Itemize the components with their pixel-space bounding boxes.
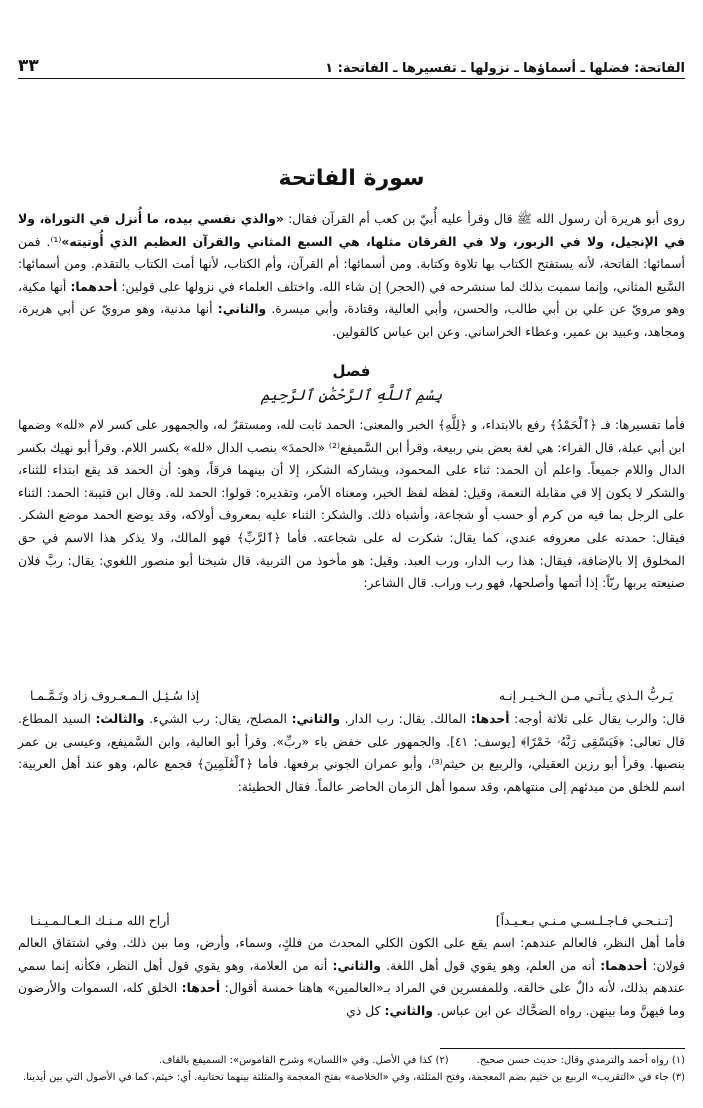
derivation-two-label: والثاني: — [332, 957, 381, 973]
alam-text-c: أنه من العلامة، وهو يقوي قول أهل النظر، فكأنه إنما سمي عندهم بذلك، لأنه دالٌ على خالقه. وللمفسرين في المراد بـ«العالمين» هاهنا خمسة أقوال: — [18, 957, 685, 996]
rabb-text-a: قال: والرب يقال على ثلاثة أوجه: — [509, 711, 685, 726]
footnote-3: (٣) جاء في «التقريب» الربيع بن خثيم بضم المعجمة، وفتح المثلثة، وفي «الخلاصة» بفتح المعجمة والمثلثة بينهما تحتانية. أي: خيثم، كما في الأصول التي بين أيدينا. — [23, 1072, 685, 1083]
basmala: بِسْمِ ٱللَّهِ ٱلرَّحْمَٰنِ ٱلرَّحِيمِ — [260, 386, 443, 404]
rabb-text-b: المالك. يقال: رب الدار. — [340, 711, 471, 726]
second-opinion-label: والثاني: — [217, 301, 267, 317]
first-opinion-label: أحدهما: — [70, 278, 118, 294]
footnote-2: (٢) كذا في الأصل. وفي «اللسان» وشرح القاموس»: السميفع بالقاف. — [158, 1055, 449, 1066]
rabb-text-d: السيد المطاع. قال تعالى: ﴿فَيَسْقِى رَبَّهُۥ خَمْرًا﴾ [يوسف: ٤١]. والجمهور على خفض باء «ربِّ». وقرأ أبو العالية، وابن السَّميفع، وعيسى بن عمر بنصبها. وقرأ أبو رزين العقيلي، والربيع بن خيثم⁽³⁾، وأبو عمران الجوني برفعها. فأما ﴿ٱلْعَٰلَمِينَ﴾ فجمع عالم، وهو عند أهل العربية: اسم للخلق من مبدئهم إلى منتهاهم، وقد سموا أهل الزمان الحاضر عالماً. فقال الحطيئة: — [18, 711, 685, 794]
intro-text-a: روى أبو هريرة أن رسول الله ﷺ قال وقرأ عليه أُبيّ بن كعب أم القرآن فقال: — [283, 211, 685, 226]
header-rule — [18, 78, 685, 79]
rabb-paragraph — [18, 708, 685, 798]
tafsir-paragraph: فأما تفسيرها: فـ ﴿ٱلْحَمْدُ﴾ رفع بالابتداء، و ﴿لِلَّهِ﴾ الخبر والمعنى: الحمد ثابت لله، ومستقرٌ له، والجمهور على كسر لام «لله» وضمها ابن أبي عبلة، قال الفراء: هي لغة بعض بني ربيعة، وقرأ ابن السَّميفع⁽²⁾ «الحمدَ» بنصب الدال «لله» بكسر اللام. وقرأ أبو نهيك بكسر الدال واللام جميعاً. واعلم أن الحمد: ثناء على المحمود، ويشاركه الشكر، إلا أن بينهما فرقاً، وهو: أن الحمد قد يقع ابتداء للثناء، والشكر لا يكون إلا في مقابلة النعمة، وقيل: لفظه لفظ الخبر، ومعناه الأمر، وتقديره: قولوا: الحمد لله. وقال ابن قتيبة: الحمد: الثناء على الرجل بما فيه من كرم أو حسب أو شجاعة، وأشباه ذلك. والشكر: الثناء عليه بمعروف أولاكه، وقد يوضع الحمد موضع الشكر. فيقال: حمدته على معروفه عندي، كما يقال: شكرت له على شجاعته. فأما ﴿ٱلرَّبِّ﴾ فهو المالك، ولا يذكر هذا الاسم في حق المخلوق إلا بالإضافة، فيقال: هذا رب الدار، ورب العبد. وقيل: هو مأخوذ من التربية. قال شيخنا أبو منصور اللغوي: يقال: ربَّ فلان صنيعته يربها ربّاً: إذا أتمها وأصلحها، فهو رب وراب. قال الشاعر: — [18, 417, 686, 591]
saying-two-label: والثاني: — [384, 1002, 433, 1018]
running-title: الفاتحة: فضلها ـ أسماؤها ـ نزولها ـ تفسيرها ـ الفاتحة: ١ — [325, 61, 685, 76]
verse-first-hemistich: يَـربُّ الـذي يـأتـي مـن الـخـيـر إنـه — [498, 688, 673, 703]
derivation-one-label: أحدهما: — [600, 957, 648, 973]
alam-text-d: الخلق كله، السموات والأرضون وما فيهنَّ وما بينهن. رواه الضحَّاك عن ابن عباس. — [18, 980, 685, 1018]
meaning-three-label: والثالث: — [95, 711, 145, 726]
alam-text-b: أنه من العلم، وهو يقوي قول أهل اللغة. — [380, 957, 601, 973]
intro-paragraph — [18, 208, 685, 344]
intro-text-b: ⁽¹⁾. فمن أسمائها: الفاتحة، لأنه يستفتح الكتاب بها تلاوة وكتابة. ومن أسمائها: أم القرآن، وأم الكتاب، لأنها أمت الكتاب بالتقدم. ومن أسمائها: السَّبع المثاني، وإنما سميت بذلك لما سنشرحه في (الحجر) إن شاء الله. واختلف العلماء في نزولها على قولين: — [18, 233, 685, 294]
footnotes — [18, 1052, 685, 1086]
footnote-1: (١) رواه أحمد والترمذي وقال: حديث حسن صحيح. — [476, 1055, 685, 1066]
intro-text-d: أنها مدنية، وهو مرويّ عن أبي هريرة، ومجاهد، وعبيد بن عمير، وعطاء الخراساني. وعن ابن عباس كالقولين. — [18, 301, 685, 339]
verse-second-hemistich: إذا سُـئِـل الـمـعـروف زاد وتَـمَّـمـا — [30, 688, 200, 703]
poetry-verse-hutayah — [30, 910, 673, 932]
hadith-quote: «والذي نفسي بيده، ما أُنزل في التوراة، ولا في الإنجيل، ولا في الزبور، ولا في الفرقان مثلها، هي السبع المثاني والقرآن العظيم الذي أُوتيته» — [18, 211, 685, 249]
verse-second-hemistich: أراح الله مـنـك الـعـالـمـيـنـا — [30, 913, 170, 928]
surah-title: سورة الفاتحة — [278, 166, 425, 191]
poetry-verse — [30, 685, 673, 707]
verse-first-hemistich: [تـنـحـي فـاجـلـسـي مـنـي بـعـيـداً] — [495, 913, 673, 928]
footnote-row — [18, 1052, 685, 1069]
section-title: فصل — [332, 362, 371, 380]
alam-paragraph — [18, 932, 685, 1022]
alam-text-e: كل ذي — [346, 1002, 385, 1018]
alam-text-a: فأما أهل النظر، فالعالم عندهم: اسم يقع على الكون الكلي المحدث من فلكٍ، وسماء، وأرض، وما بين ذلك. وفي اشتقاق العالم قولان: — [18, 935, 685, 973]
rabb-text-c: المصلح، يقال: رب الشيء. — [144, 711, 292, 726]
footnote-rule — [440, 1048, 685, 1049]
running-header — [18, 50, 685, 76]
saying-one-label: أحدها: — [181, 980, 221, 996]
meaning-two-label: والثاني: — [291, 711, 341, 726]
intro-text-c: أنها مكية، وهو مرويّ عن علي بن أبي طالب، والحسن، وأبي العالية، وقتادة، وأبي ميسرة. — [18, 278, 686, 317]
page-number: ٣٣ — [18, 56, 39, 76]
meaning-one-label: أحدها: — [470, 711, 510, 726]
